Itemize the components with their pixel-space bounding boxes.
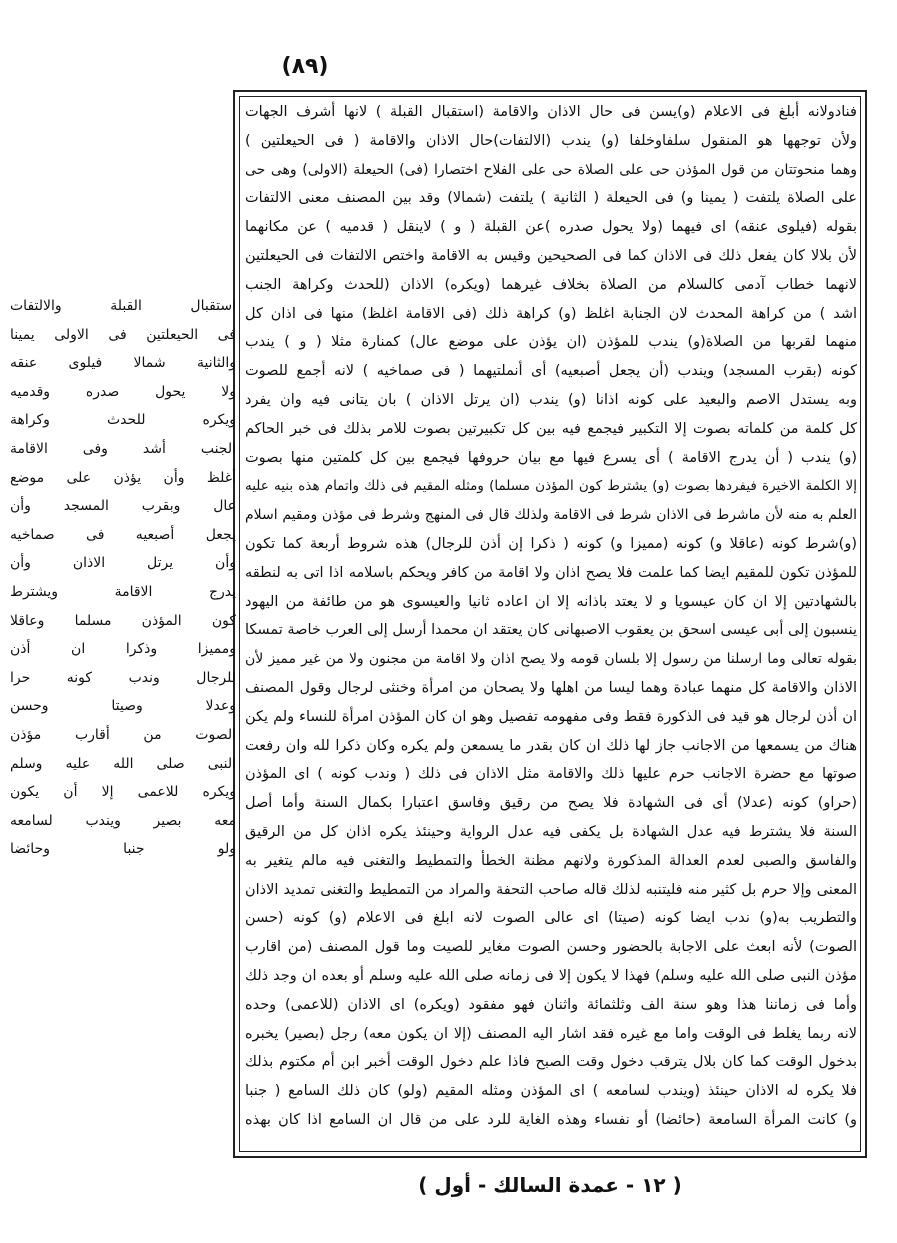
commentary-line: (و)شرط كونه (عاقلا و) كونه (مميزا و) كونه ( ذكرا إن أذن للرجال) هذه شروط أربعة كما تكون [245, 535, 857, 552]
commentary-line: على الصلاة يلتفت ( يمينا و) فى الحيعلة ( الثانية ) يلتفت (شمالا) وقد بين المصنف معنى الالتفات [245, 190, 857, 207]
matn-line: ويكره للاعمى إلا أن يكون [10, 784, 236, 801]
page-number: (٨٩) [281, 54, 329, 79]
matn-line: ولا يحول صدره وقدميه [10, 383, 236, 400]
commentary-line: (حراو) كونه (عدلا) أى فى الشهادة فلا يصح من رقيق وفاسق اعتبارا بكمال السنة وأما أصل [245, 795, 857, 812]
matn-line: استقبال القبلة والالتفات [10, 298, 236, 314]
commentary-line: الصوت) لأنه ابعث على الاجابة بالحضور وحسن الصوت مغاير للصيت وما قول المصنف (من اقارب [245, 939, 857, 956]
matn-line: ولو جنبا وحائضا [10, 841, 236, 858]
commentary-line: لأن بلالا كان يفعل ذلك فى الاذان كما فى الصحيحين وقيس به الاقامة واختص الالتفات فى الحيعلتين [245, 247, 857, 264]
commentary-line: صوتها مع حضرة الاجانب حرم عليها ذلك والاقامة مثل الاذان فى ذلك ( وندب كونه ) اى المؤذن [245, 766, 857, 783]
commentary-line: فلا يكره له الاذان حينئذ (ويندب لسامعه ) اى المؤذن ومثله المقيم (ولو) كان ذلك السامع ( جنبا [245, 1083, 857, 1100]
commentary-line: هناك من يسمعها من الاجانب جاز لها ذلك ان كان بقدر ما يسمعن ولم يكره وكان ذكرا لله وان رفعت [245, 737, 857, 754]
matn-line: وعدلا وصيتا وحسن [10, 698, 236, 715]
commentary-line: كل كلمة من كلماته بصوت إلا التكبير فيجمع فيه بين كل تكبيرتين بصوت للامر بذلك فى خبر الحاكم [245, 420, 857, 437]
commentary-line: ان أذن لرجال هو قيد فى الذكورة فقط وفى مفهومه تفصيل وهو ان كان المؤذن امرأة للنساء ولم يكن [245, 708, 857, 725]
commentary-line: و) كانت المرأة السامعة (حائضا) أو نفساء وهذه الغاية للرد على من قال ان السامع اذا كان بهذه [245, 1111, 857, 1128]
matn-line: كون المؤذن مسلما وعاقلا [10, 612, 236, 629]
commentary-line: والتطريب به(و) ندب ايضا كونه (صيتا) اى عالى الصوت لانه ابلغ فى الاعلام (و) كونه (حسن [245, 910, 857, 927]
matn-line: وأن يرتل الاذان وأن [10, 555, 236, 572]
matn-line: الجنب أشد وفى الاقامة [10, 440, 236, 457]
commentary-text [245, 98, 857, 1150]
matn-text [10, 292, 236, 864]
matn-line: يدرج الاقامة ويشترط [10, 583, 236, 600]
commentary-line: منهما لقربها من الصلاة(و) يندب للمؤذن (ان يؤذن على موضع عال) كمنارة مثلا ( و ) يندب [245, 334, 857, 351]
commentary-line: والفاسق والصبى لعدم العدالة المذكورة ولانهم مظنة الخطأ والتمطيط والتغنى فيه مالم يتغير به [245, 852, 857, 869]
commentary-line: وبه يستدل الاصم والبعيد على كونه اذانا (و) يندب (ان يرتل الاذان ) بان يتانى فيه وان يفرد [245, 391, 857, 408]
commentary-line: العلم به منه لأن ماشرط فى الاذان شرط فى الاقامة ولذلك قال فى المنهج وشرط فى مؤذن ومقيم اسلام [245, 507, 857, 524]
matn-line: يجعل أصبعيه فى صماخيه [10, 526, 236, 543]
commentary-line: لانه ربما يغلط فى الوقت واما مع غيره فقد اشار اليه المصنف (إلا ان يكون معه) رجل (بصير) يخبره [245, 1025, 857, 1042]
matn-line: النبى صلى الله عليه وسلم [10, 755, 236, 772]
commentary-line: بالشهادتين إلا ان كان عيسويا و لا يعتد باذانه إلا ان اعاده ثانيا والعيسوى هو من طائفة من اليهود [245, 593, 857, 610]
commentary-line: لانهما خطاب آدمى كالسلام من الصلاة بخلاف غيرهما (ويكره) الاذان (للحدث وكراهة الجنب [245, 276, 857, 293]
commentary-line: (و) يندب ( أن يدرج الاقامة ) أى يسرع فيها مع بيان حروفها فيجمع بين كل كلمتين منها بصوت [245, 449, 857, 466]
commentary-line: السنة فلا يشترط فيه عدل الشهادة بل يكفى فيه عدل الرواية وحينئذ يكره اذان كل من الرقيق [245, 823, 857, 840]
commentary-line: وهما منحوتتان من قول المؤذن حى على الصلاة حى على الفلاح اختصارا (فى) الحيعلة (الاولى) وهى حى [245, 161, 857, 178]
commentary-line: بقوله (فيلوى عنقه) اى فيهما (ولا يحول صدره )عن القبلة ( و ) لاينقل ( قدميه ) عن مكانهما [245, 219, 857, 236]
commentary-line: الاذان والاقامة كل منهما عبادة وهما ليسا من اهلها ولا يصحان من امرأة وخنثى لرجال وقول المصنف [245, 679, 857, 696]
matn-line: للرجال وندب كونه حرا [10, 669, 236, 686]
commentary-line: مؤذن النبى صلى الله عليه وسلم) فهذا لا يكون إلا فى زمانه صلى الله عليه وسلم أو بعده ان وجد ذلك [245, 967, 857, 984]
matn-line: ومميزا وذكرا ان أذن [10, 641, 236, 658]
commentary-line: اشد ) من كراهة المحدث لان الجنابة اغلظ (و) كراهة ذلك (فى الاقامة اغلظ) منها فى اذان كل [245, 305, 857, 322]
page-footer: ( ١٢ - عمدة السالك - أول ) [418, 1173, 682, 1197]
matn-line: معه بصير ويندب لسامعه [10, 812, 236, 829]
commentary-line: ينسبون إلى أبى عيسى اسحق بن يعقوب الاصبهانى كان يعتقد ان محمدا أرسل إلى العرب خاصة تمسكا [245, 622, 857, 639]
commentary-line: ولأن توجهها هو المنقول سلفاوخلفا (و) يندب (الالتفات)حال الاذان والاقامة ( فى الحيعلتين ) [245, 132, 857, 149]
commentary-line: للمؤذن تكون للمقيم ايضا كما علمت فلا يصح اذان ولا اقامة من كافر ويحكم باسلامه اذا اتى به لنطقه [245, 564, 857, 581]
main-text-frame [233, 90, 867, 1158]
matn-line: ويكره للحدث وكراهة [10, 412, 236, 429]
commentary-line: إلا الكلمة الاخيرة فيفردها بصوت (و) يشترط كون المؤذن مسلما) ومثله المقيم فى ذلك واتمام هذه بنيه عليه [245, 478, 857, 495]
matn-line: فى الحيعلتين فى الاولى يمينا [10, 326, 236, 343]
matn-line: عال وبقرب المسجد وأن [10, 498, 236, 515]
commentary-line: المعنى وإلا حرم بل كثير منه فليتنبه لذلك قاله صاحب التحفة والمراد من التمطيط والتغنى تمديد الاذان [245, 881, 857, 898]
commentary-line: كونه (بقرب المسجد) ويندب (أن يجعل أصبعيه) أى أنملتيهما ( فى صماخيه ) لانه أجمع للصوت [245, 363, 857, 380]
matn-line: أغلظ وأن يؤذن على موضع [10, 469, 236, 486]
commentary-line: وأما فى زماننا هذا وهو سنة الف وثلثمائة واثنان فهو مفقود (ويكره) اى الاذان (للاعمى) وحده [245, 996, 857, 1013]
commentary-line: بدخول الوقت كما كان بلال يترقب دخول وقت الصبح فاذا علم دخول الوقت أخبر ابن أم مكتوم بذلك [245, 1054, 857, 1071]
commentary-line: بقوله تعالى وما ارسلنا من رسول إلا بلسان قومه ولا يصح اذان ولا اقامة من مجنون ولا من غير مميز لأن [245, 651, 857, 668]
commentary-line: فنادولانه أبلغ فى الاعلام (و)يسن فى حال الاذان والاقامة (استقبال القبلة ) لانها أشرف الجهات [245, 104, 857, 120]
matn-line: والثانية شمالا فيلوى عنقه [10, 355, 236, 372]
matn-line: الصوت من أقارب مؤذن [10, 726, 236, 743]
